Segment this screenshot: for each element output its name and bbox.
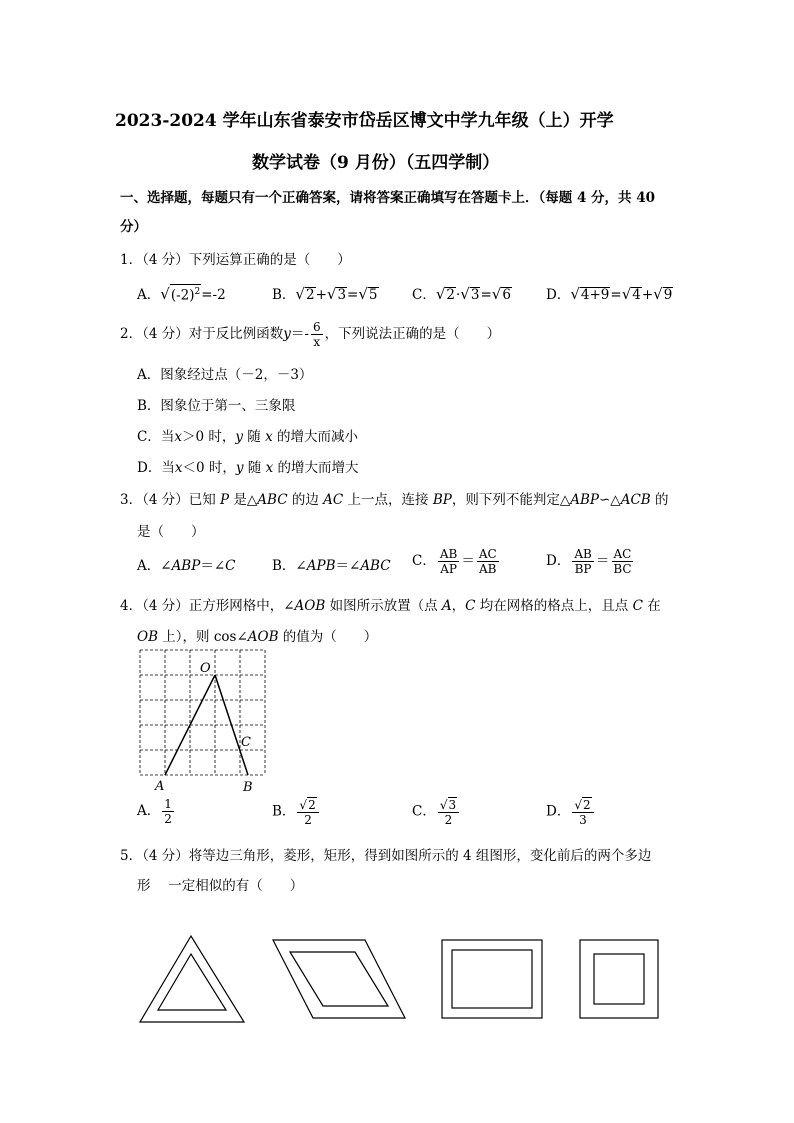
q4-AOB2: AOB [247,629,279,645]
q2-option-c [137,425,358,445]
q3-b-apb: APB [306,558,336,574]
q4-a-num: 1 [164,797,172,811]
sqrt-icon: √ [574,798,582,812]
sqrt-icon: √ [491,285,502,303]
q3-P: P [220,492,230,508]
q3-a-c: C [225,558,236,574]
q1-option-b [272,283,379,303]
q1-b-eq: = [347,287,359,303]
q3-ACB: ACB [620,492,651,508]
q3-c-label: C． [412,553,436,569]
square-inner [594,954,644,1004]
q2-stem [120,320,500,349]
q3-c-frac1 [438,547,459,576]
q4-OB: OB [137,629,158,645]
q3-option-c [412,547,501,576]
q2-d-mid: ＜0 时， [182,460,236,476]
sqrt-icon: √ [653,285,663,303]
q1-c-r2: 3 [470,287,480,303]
q3-stem-line1 [120,488,669,508]
q4-label-B: B [243,780,253,795]
q4-label-A: A [155,779,165,794]
q3-a-mid: ＝∠ [200,558,226,574]
q2-d-post: 的增大而增大 [273,460,359,476]
q2-option-d [137,456,359,476]
q2-c-mid2: 随 [243,429,266,445]
q1-option-a [137,283,226,303]
q4-option-c [412,797,461,827]
q3-a-abp: ABP [171,558,201,574]
q3-s-a: 3．（4 分）已知 [120,492,221,508]
q3-option-a [137,554,235,574]
q1-a-rest: =-2 [201,287,226,303]
q3-s-f: ∽△ [599,492,621,508]
q2-c-post: 的增大而减小 [272,429,359,445]
q3-d-frac2 [611,547,633,576]
q1-b-r3: 5 [368,287,378,303]
q2-d-y: y [235,460,244,476]
q4-b-num: 2 [308,798,316,812]
q1-b-r2: 3 [337,287,347,303]
q1-c-dot: · [456,287,461,303]
q2-d-x2: x [265,460,274,476]
q2-option-a: A．图象经过点（－2，－3） [137,367,313,383]
q4-b-label: B． [272,803,296,820]
triangle-outer [140,936,244,1022]
q2-option-b: B．图象位于第一、三象限 [137,398,296,414]
q4-b-frac [297,797,318,827]
q2-eq: ＝ [290,326,305,342]
q1-d-r3: 9 [663,287,673,303]
q4-s2-a: 上），则 cos∠ [158,629,248,645]
sqrt-icon: √ [160,285,170,303]
q1-c-r3: 6 [502,287,511,303]
q3-b-mid: ＝∠ [335,558,361,574]
sqrt-icon: √ [299,798,308,812]
q1-c-label: C． [412,287,436,303]
q4-s-c: ， [451,598,466,614]
q3-s-d: 上一点，连接 [343,492,433,508]
q1-a-exponent: 2 [194,286,201,297]
q2-frac-den: x [313,335,321,349]
q2-d-x: x [174,460,183,476]
q3-BP: BP [432,492,452,508]
rectangle-inner [452,950,532,1008]
q4-s-d: 均在网格的格点上，且点 [475,598,633,614]
q4-s-e: 在 [642,598,661,614]
q4-ray-OB [215,675,248,775]
q4-label-C: C [241,735,251,750]
sqrt-icon: √ [358,285,368,303]
q2-c-x2: x [265,429,273,445]
q3-d-n2: AC [613,547,632,561]
q4-a-den: 2 [164,812,172,826]
q2-stem-pre: 2．（4 分）对于反比例函数 [120,326,284,342]
sqrt-icon: √ [621,285,632,303]
q1-a-rad-text: (-2) [170,287,195,303]
q4-stem-line2 [137,625,377,645]
page-title-line1: 2023-2024 学年山东省泰安市岱岳区博文中学九年级（上）开学 [115,111,614,131]
q4-d-num-wrap [572,797,593,813]
q4-option-d [546,797,596,827]
q1-c-eq: = [480,287,492,303]
q3-d-d1: BP [574,562,592,576]
q4-label-O: O [200,661,211,676]
q1-c-r1: 2 [446,287,455,303]
q4-a-label: A． [137,803,161,819]
q4-s-a: 4．（4 分）正方形网格中，∠ [120,598,295,614]
q4-c-frac [438,797,459,827]
q3-AC: AC [323,492,344,508]
q3-b-abc: ABC [360,558,391,574]
q3-s-e: ，则下列不能判定△ [451,492,571,508]
q4-b-den: 2 [304,813,312,827]
q4-d-label: D． [546,803,571,820]
q3-d-label: D． [546,553,571,569]
section-heading-line1: 一、选择题，每题只有一个正确答案，请将答案正确填写在答题卡上．（每题 4 分，共 40 [120,190,656,206]
q4-c-num-wrap [438,797,459,813]
q2-minus: - [304,326,309,342]
sqrt-icon: √ [295,285,305,303]
sqrt-icon: √ [435,285,446,303]
q1-a-radicand [170,284,201,303]
page-title-line2: 数学试卷（9 月份）（五四学制） [252,153,500,173]
sqrt-icon: √ [326,285,337,303]
q4-C: C [465,598,476,614]
q2-stem-post: ，下列说法正确的是（ ） [324,326,501,342]
q3-c-d2: AB [479,562,497,576]
q2-c-y: y [235,429,243,445]
q3-d-d2: BC [613,562,632,576]
q3-option-d [546,547,636,576]
q3-c-eq: ＝ [461,553,475,569]
q4-stem-line1 [120,594,661,614]
q1-d-r2: 4 [632,287,641,303]
q4-s2-b: 的值为（ ） [278,629,378,645]
q4-b-num-wrap [297,797,318,813]
q3-c-n2: AC [478,547,497,561]
q2-c-x: x [174,429,182,445]
q3-s-b: 是△ [229,492,258,508]
q3-c-n1: AB [439,547,458,561]
q3-ABP: ABP [570,492,599,508]
q2-y: y [283,326,291,342]
q4-A: A [441,598,452,614]
q1-b-r1: 2 [305,287,315,303]
q3-b-label: B．∠ [272,558,307,574]
q4-c-num: 3 [448,798,457,812]
q1-stem: 1．（4 分）下列运算正确的是（ ） [120,252,351,268]
q1-option-d [546,283,673,303]
q1-b-plus: + [315,287,327,303]
q4-option-b [272,797,321,827]
q3-ABC: ABC [257,492,288,508]
q4-d-frac [572,797,593,827]
q2-c-mid: ＞0 时， [181,429,236,445]
q4-d-den: 3 [579,813,587,827]
q4-s-b: 如图所示放置（点 [325,598,442,614]
sqrt-icon: √ [570,285,580,303]
q4-option-a [137,797,176,826]
q3-s-c: 的边 [287,492,324,508]
q1-d-label: D． [546,287,571,303]
q2-c-pre: C．当 [137,429,175,445]
section-heading-line2: 分） [120,219,147,235]
q5-stem-line2: 形 一定相似的有（ ） [137,878,304,894]
q2-frac-num: 6 [312,320,321,334]
sqrt-icon: √ [460,285,470,303]
q3-d-eq: ＝ [595,553,610,569]
q5-figures [130,930,670,1030]
q1-d-r1: 4+9 [580,287,610,303]
q1-d-eq: = [610,287,622,303]
q3-s-g: 的 [650,492,669,508]
q4-d-num: 2 [582,798,591,812]
rhombus-inner [290,952,388,1006]
rectangle-outer [442,940,542,1018]
square-outer [580,940,658,1018]
q4-c-label: C． [412,803,436,820]
q3-d-n1: AB [574,547,592,561]
q4-grid-figure [130,645,275,795]
q1-b-label: B． [272,287,296,303]
q3-d-frac1 [572,547,593,576]
q1-option-c [412,283,512,303]
q2-d-mid2: 随 [243,460,266,476]
q3-a-label: A．∠ [137,558,172,574]
q5-stem-line1: 5．（4 分）将等边三角形，菱形，矩形，得到如图所示的 4 组图形，变化前后的两个多边 [120,848,652,864]
q1-d-plus: + [641,287,654,303]
q3-c-frac2 [477,547,499,576]
q1-a-label: A． [137,287,161,303]
triangle-inner [158,954,226,1010]
q4-c-den: 2 [444,813,453,827]
q2-d-pre: D．当 [137,460,175,476]
sqrt-icon: √ [439,798,448,812]
q3-stem-line2: 是（ ） [137,524,205,540]
q3-option-b [272,554,391,574]
q3-c-d1: AP [440,562,457,576]
q4-C2: C [632,598,643,614]
q4-AOB: AOB [294,598,326,614]
q2-fraction [311,320,323,349]
q4-a-frac [162,797,174,826]
